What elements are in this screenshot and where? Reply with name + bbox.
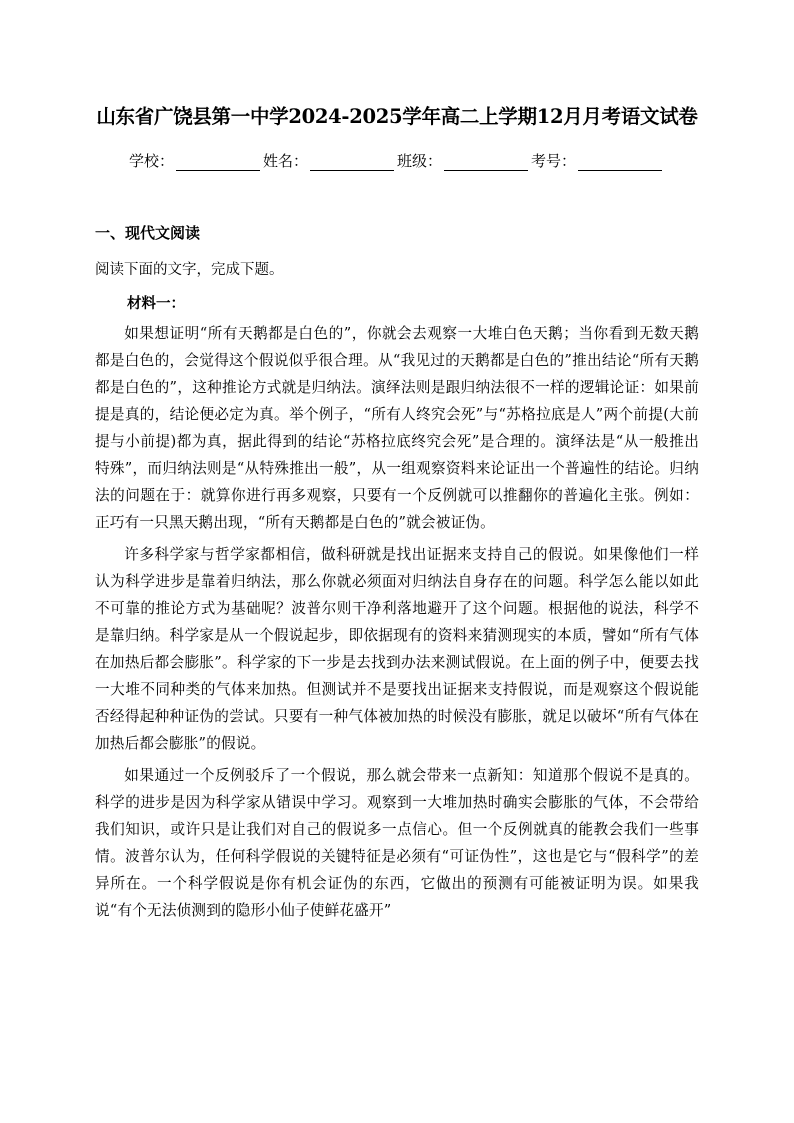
school-label: 学校： xyxy=(128,152,174,170)
material-label: 材料一： xyxy=(127,295,185,312)
name-blank[interactable] xyxy=(310,153,394,171)
passage-paragraph-2: 许多科学家与哲学家都相信，做科研就是找出证据来支持自己的假说。如果像他们一样认为科学进步是靠着归纳法，那么你就必须面对归纳法自身存在的问题。科学怎么能以如此不可靠的推论方式为基础呢？波普尔则干净利落地避开了这个问题。根据他的说法，科学不是靠归纳。科学家是从一个假说起步，即依据现有的资料来猜测现实的本质，譬如“所有气体在加热后都会膨胀”。科学家的下一步是去找到办法来测试假说。在上面的例子中，便要去找一大堆不同种类的气体来加热。但测试并不是要找出证据来支持假说，而是观察这个假说能否经得起种种证伪的尝试。只要有一种气体被加热的时候没有膨胀，就足以破坏“所有气体在加热后都会膨胀”的假说。 xyxy=(95,546,699,752)
number-label: 考号： xyxy=(531,152,577,170)
passage-paragraph-1: 如果想证明“所有天鹅都是白色的”，你就会去观察一大堆白色天鹅；当你看到无数天鹅都是白色的，会觉得这个假说似乎很合理。从“我见过的天鹅都是白色的”推出结论“所有天鹅都是白色的”，这种推论方式就是归纳法。演绎法则是跟归纳法很不一样的逻辑论证：如果前提是真的，结论便必定为真。举个例子，“所有人终究会死”与“苏格拉底是人”两个前提(大前提与小前提)都为真，据此得到的结论“苏格拉底终究会死”是合理的。演绎法是“从一般推出特殊”，而归纳法则是“从特殊推出一般”，从一组观察资料来论证出一个普遍性的结论。归纳法的问题在于：就算你进行再多观察，只要有一个反例就可以推翻你的普遍化主张。例如：正巧有一只黑天鹅出现，“所有天鹅都是白色的”就会被证伪。 xyxy=(95,325,699,531)
number-blank[interactable] xyxy=(578,153,662,171)
student-info-row xyxy=(0,150,794,171)
passage-body xyxy=(95,320,699,924)
name-label: 姓名： xyxy=(262,152,308,170)
instruction-text: 阅读下面的文字，完成下题。 xyxy=(95,262,284,278)
class-label: 班级： xyxy=(397,152,443,170)
school-blank[interactable] xyxy=(176,153,260,171)
class-blank[interactable] xyxy=(444,153,528,171)
passage-paragraph-3: 如果通过一个反例驳斥了一个假说，那么就会带来一点新知：知道那个假说不是真的。科学的进步是因为科学家从错误中学习。观察到一大堆加热时确实会膨胀的气体，不会带给我们知识，或许只是让我们对自己的假说多一点信心。但一个反例就真的能教会我们一些事情。波普尔认为，任何科学假说的关键特征是必须有“可证伪性”，这也是它与“假科学”的差异所在。一个科学假说是你有机会证伪的东西，它做出的预测有可能被证明为误。如果我说“有个无法侦测到的隐形小仙子使鲜花盛开” xyxy=(95,767,699,919)
section-heading: 一、现代文阅读 xyxy=(95,224,201,242)
exam-title: 山东省广饶县第一中学2024-2025学年高二上学期12月月考语文试卷 xyxy=(96,105,698,128)
